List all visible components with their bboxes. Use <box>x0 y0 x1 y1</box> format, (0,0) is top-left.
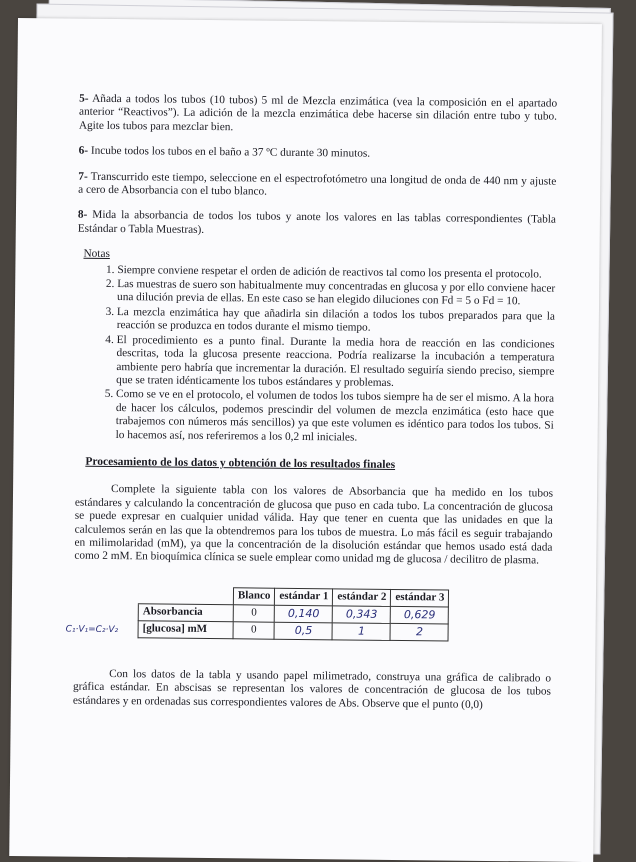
step-number: 5- <box>79 92 89 105</box>
table-cell-handwritten: 0,140 <box>275 605 333 623</box>
paragraph-graph: Con los datos de la tabla y usando papel milimetrado, construya una gráfica de calibrado o gráfica estándar. En abscisas se representan los valores de concentración de glucosa de los tubos estándares y en ordenadas sus correspondientes valores de Abs. Observe que el punto (0,0) <box>72 667 552 711</box>
nota-item: 4. El procedimiento es a punto final. Durante la media hora de reacción en las condiciones descritas, toda la glucosa presente reacciona. Podría realizarse la incubación a temperatura ambiente pero habría que incrementar la duración. El resultado seguiría siendo preciso, siempre que se traten idénticamente los tubos estándares y problemas. <box>116 334 555 392</box>
step-8 <box>78 209 556 241</box>
step-number: 8- <box>77 209 88 222</box>
page-content <box>65 92 558 725</box>
column-header: Blanco <box>233 588 275 605</box>
section-title: Procesamiento de los datos y obtención de los resultados finales <box>85 455 396 471</box>
step-text: Mida la absorbancia de todos los tubos y anote los valores en las tablas correspondientes (Tabla Estándar o Tabla Muestras). <box>77 209 556 236</box>
column-header: estándar 3 <box>391 589 449 607</box>
handwritten-formula: C₁·V₁=C₂·V₂ <box>65 624 119 635</box>
step-text: Incube todos los tubos en el baño a 37 ºC durante 30 minutos. <box>90 144 371 160</box>
table-cell: 0 <box>233 605 275 622</box>
table-corner <box>138 587 233 605</box>
table-cell-handwritten: 0,5 <box>274 622 332 640</box>
nota-item: 2. Las muestras de suero son habitualmente muy concentradas en glucosa y por ello conviene hacer una dilución previa de ellas. En este caso se han elegido diluciones con Fd = 5 o Fd = 10. <box>117 278 555 309</box>
results-table-wrap <box>65 585 553 642</box>
nota-item: 1. Siempre conviene respetar el orden de adición de reactivos tal como los presenta el protocolo. <box>117 264 555 282</box>
step-7 <box>78 170 556 202</box>
step-5 <box>79 93 557 138</box>
table-cell: 0 <box>233 622 275 639</box>
step-text: Transcurrido este tiempo, seleccione en el espectrofotómetro una longitud de onda de 440 nm y ajuste a cero de Absorbancia con el tubo blanco. <box>78 170 557 198</box>
table-cell-handwritten: 0,629 <box>391 606 449 624</box>
row-header: [glucosa] mM <box>138 621 233 639</box>
notas-title: Notas <box>83 247 110 261</box>
document-page <box>9 18 602 862</box>
column-header: estándar 1 <box>275 588 333 606</box>
table-cell-handwritten: 1 <box>332 623 390 641</box>
paragraph-instructions: Complete la siguiente tabla con los valores de Absorbancia que ha medido en los tubos estándares y calculando la concentración de glucosa que puso en cada tubo. La concentración de glucosa se puede expresar en cualquier unidad válida. Hay que tener en cuenta que las unidades en que la calculemos serán en las que la obtendremos para los tubos de muestra. Lo más fácil es seguir trabajando en milimolaridad (mM), ya que la concentración de la disolución estándar que hemos usado está dada como 2 mM. En bioquímica clínica se suele emplear como unidad mg de glucosa / decilitro de plasma. <box>74 483 554 567</box>
step-text: Añada a todos los tubos (10 tubos) 5 ml de Mezcla enzimática (vea la composición en el apartado anterior “Reactivos”). La adición de la mezcla enzimática debe hacerse sin dilación entre tubo y tubo. Agite los tubos para mezclar bien. <box>78 92 558 134</box>
nota-item: 3. La mezcla enzimática hay que añadirla sin dilación a todos los tubos preparados para que la reacción se produzca en todos durante el mismo tiempo. <box>117 306 555 337</box>
nota-item: 5. Como se ve en el protocolo, el volumen de todos los tubos siempre ha de ser el mismo. A la hora de hacer los cálculos, podemos prescindir del volumen de mezcla enzimática (esto hace que trabajemos con números más sencillos) ya que este volumen es idéntico para todos los tubos. Si lo hacemos así, nos referiremos a los 0,2 ml iniciales. <box>116 388 555 446</box>
step-number: 7- <box>78 170 88 183</box>
table-cell-handwritten: 0,343 <box>333 606 391 624</box>
table-row <box>138 621 449 641</box>
step-6 <box>79 145 557 163</box>
table-cell-handwritten: 2 <box>390 623 448 641</box>
step-number: 6- <box>78 144 89 157</box>
column-header: estándar 2 <box>333 589 391 607</box>
results-table <box>138 586 450 641</box>
row-header: Absorbancia <box>138 604 233 622</box>
notas-list <box>76 263 556 446</box>
